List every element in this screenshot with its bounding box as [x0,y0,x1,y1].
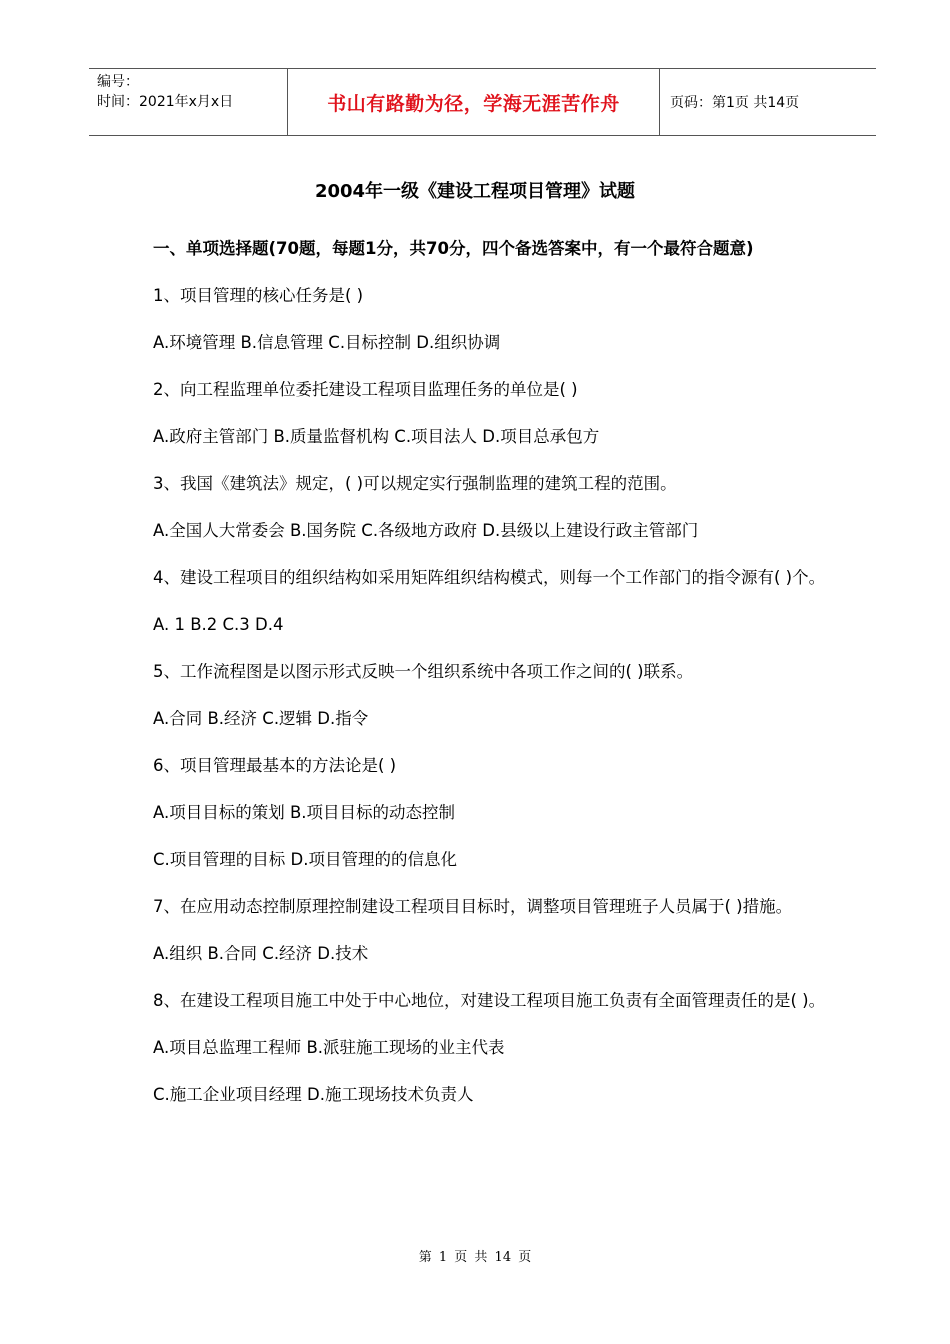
question-8-options-ab: A.项目总监理工程师 B.派驻施工现场的业主代表 [153,1038,505,1057]
question-1-options: A.环境管理 B.信息管理 C.目标控制 D.组织协调 [153,333,501,352]
question-8-options-cd: C.施工企业项目经理 D.施工现场技术负责人 [153,1085,474,1104]
document-title: 2004年一级《建设工程项目管理》试题 [314,181,636,202]
page-header [89,68,876,136]
question-1: 1、项目管理的核心任务是( ) [153,286,364,305]
question-8: 8、在建设工程项目施工中处于中心地位，对建设工程项目施工负责有全面管理责任的是( )。 [153,991,826,1010]
question-5: 5、工作流程图是以图示形式反映一个组织系统中各项工作之间的( )联系。 [153,662,694,681]
question-5-options: A.合同 B.经济 C.逻辑 D.指令 [153,709,369,728]
header-motto: 书山有路勤为径，学海无涯苦作舟 [327,92,620,115]
header-page-cell [660,69,876,135]
question-3-options: A.全国人大常委会 B.国务院 C.各级地方政府 D.县级以上建设行政主管部门 [153,521,699,540]
question-6: 6、项目管理最基本的方法论是( ) [153,756,397,775]
question-2-options: A.政府主管部门 B.质量监督机构 C.项目法人 D.项目总承包方 [153,427,600,446]
question-4: 4、建设工程项目的组织结构如采用矩阵组织结构模式，则每一个工作部门的指令源有( )个。 [153,568,826,587]
question-2: 2、向工程监理单位委托建设工程项目监理任务的单位是( ) [153,380,578,399]
document-body [116,236,838,1129]
question-4-options: A. 1 B.2 C.3 D.4 [153,615,284,634]
doc-time-label: 时间：2021年x月x日 [97,94,234,110]
section-heading: 一、单项选择题(70题，每题1分，共70分，四个备选答案中，有一个最符合题意) [153,239,754,258]
question-7-options: A.组织 B.合同 C.经济 D.技术 [153,944,369,963]
question-7: 7、在应用动态控制原理控制建设工程项目目标时，调整项目管理班子人员属于( )措施。 [153,897,793,916]
page-footer: 第 1 页 共 14 页 [418,1250,532,1265]
header-meta-cell [89,69,287,135]
question-6-options-ab: A.项目目标的策划 B.项目目标的动态控制 [153,803,456,822]
header-motto-cell [287,69,660,135]
doc-code-label: 编号： [97,74,139,90]
question-6-options-cd: C.项目管理的目标 D.项目管理的的信息化 [153,850,457,869]
header-page-info: 页码：第1页 共14页 [670,95,800,111]
question-3: 3、我国《建筑法》规定，( )可以规定实行强制监理的建筑工程的范围。 [153,474,677,493]
